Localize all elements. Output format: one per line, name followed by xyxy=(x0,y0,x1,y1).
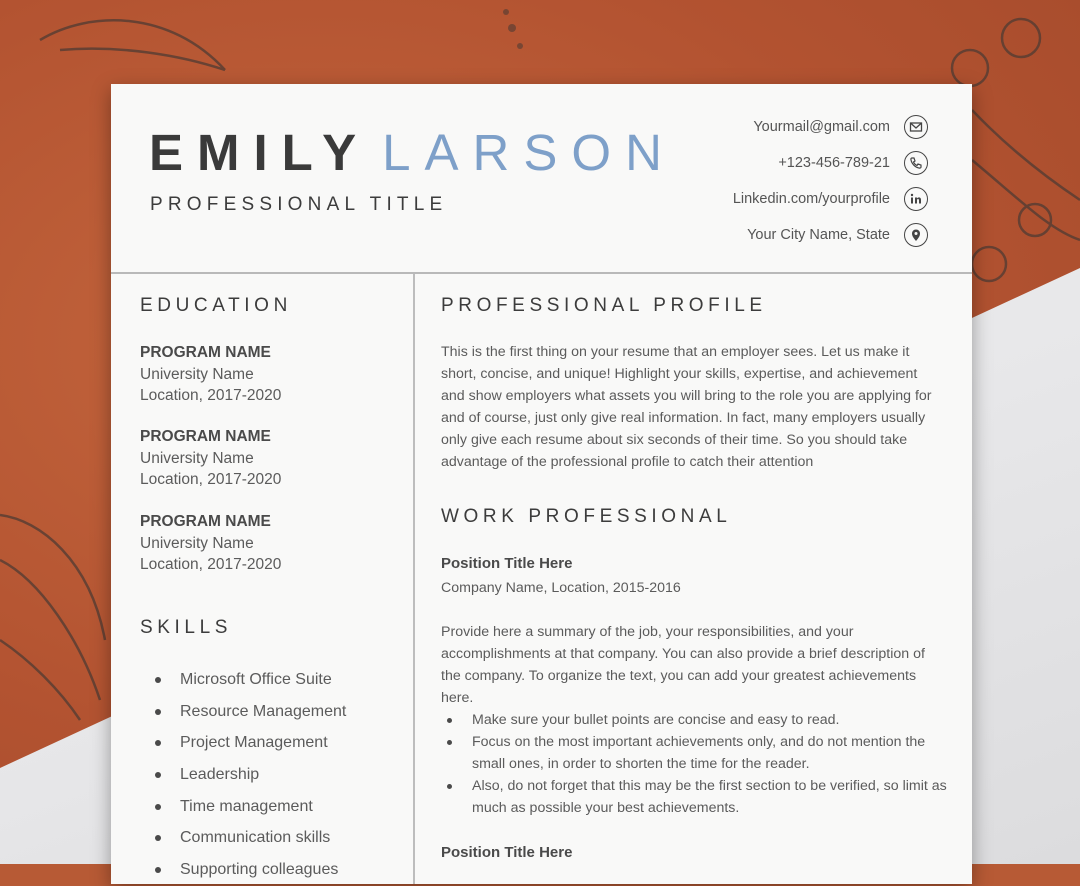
bullet-dot xyxy=(155,677,161,683)
position-title: Position Title Here xyxy=(441,844,573,861)
program-name: PROGRAM NAME xyxy=(140,344,271,361)
skill-item: Project Management xyxy=(155,727,346,759)
contact-email xyxy=(508,113,928,141)
bullet-dot xyxy=(155,740,161,746)
achievement-item: Focus on the most important achievements only, and do not mention the small ones, in order to shorten the time for the reader. xyxy=(447,731,947,775)
last-name: LARSON xyxy=(382,124,676,181)
education-heading: EDUCATION xyxy=(140,295,292,316)
header-divider xyxy=(111,272,972,274)
work-heading: WORK PROFESSIONAL xyxy=(441,506,732,527)
profile-heading: PROFESSIONAL PROFILE xyxy=(441,295,767,316)
bullet-dot xyxy=(155,835,161,841)
achievement-item: Also, do not forget that this may be the first section to be verified, so limit as much as possible your best achievements. xyxy=(447,775,947,819)
column-divider xyxy=(413,274,415,884)
company-info: Company Name, Location, 2015-2016 xyxy=(441,580,681,596)
profile-text: This is the first thing on your resume that an employer sees. Let us make it short, concise, and unique! Highlight your skills, expertise, and achievement and show employers what assets you will bring to the role you are applying for and of course, just only give real information. In fact, many employers usually only give each resume about six seconds of their time. So you should take advantage of the professional profile to catch their attention xyxy=(441,344,932,470)
skill-item: Communication skills xyxy=(155,822,346,854)
first-name: EMILY xyxy=(149,124,371,181)
professional-title: PROFESSIONAL TITLE xyxy=(150,194,448,215)
bullet-dot xyxy=(155,804,161,810)
contact-location xyxy=(508,221,928,249)
bullet-dot xyxy=(155,772,161,778)
contact-location-text: Your City Name, State xyxy=(747,227,890,243)
education-location: Location, 2017-2020 xyxy=(140,387,282,404)
education-location: Location, 2017-2020 xyxy=(140,471,282,488)
contact-email-text: Yourmail@gmail.com xyxy=(753,119,890,135)
program-name: PROGRAM NAME xyxy=(140,513,271,530)
university-name: University Name xyxy=(140,365,254,383)
education-location: Location, 2017-2020 xyxy=(140,556,282,573)
contact-linkedin xyxy=(508,185,928,213)
location-pin-icon xyxy=(904,223,928,247)
education-entry xyxy=(140,426,400,491)
position-summary: Provide here a summary of the job, your responsibilities, and your accomplishments at that company. You can also provide a brief description of the company. To organize the text, you can add your greatest achievements here. xyxy=(441,624,925,706)
skill-item: Supporting colleagues xyxy=(155,854,346,886)
skill-item: Resource Management xyxy=(155,696,346,728)
education-entry xyxy=(140,342,400,407)
achievement-list xyxy=(447,709,947,819)
contact-linkedin-text: Linkedin.com/yourprofile xyxy=(732,191,890,207)
university-name: University Name xyxy=(140,534,254,552)
skill-item: Leadership xyxy=(155,759,346,791)
linkedin-icon xyxy=(904,187,928,211)
achievement-item: Make sure your bullet points are concise and easy to read. xyxy=(447,709,947,731)
bullet-dot xyxy=(447,740,452,745)
bullet-dot xyxy=(447,784,452,789)
position-title: Position Title Here xyxy=(441,555,573,572)
skills-list xyxy=(155,664,346,886)
program-name: PROGRAM NAME xyxy=(140,428,271,445)
phone-icon xyxy=(904,151,928,175)
skills-heading: SKILLS xyxy=(140,617,233,638)
university-name: University Name xyxy=(140,449,254,467)
education-entry xyxy=(140,511,400,576)
contact-phone-text: +123-456-789-21 xyxy=(778,155,890,171)
resume-page xyxy=(111,84,972,884)
skill-item: Microsoft Office Suite xyxy=(155,664,346,696)
skill-item: Time management xyxy=(155,791,346,823)
bullet-dot xyxy=(155,867,161,873)
email-icon xyxy=(904,115,928,139)
bullet-dot xyxy=(155,709,161,715)
bullet-dot xyxy=(447,718,452,723)
contact-phone xyxy=(508,149,928,177)
